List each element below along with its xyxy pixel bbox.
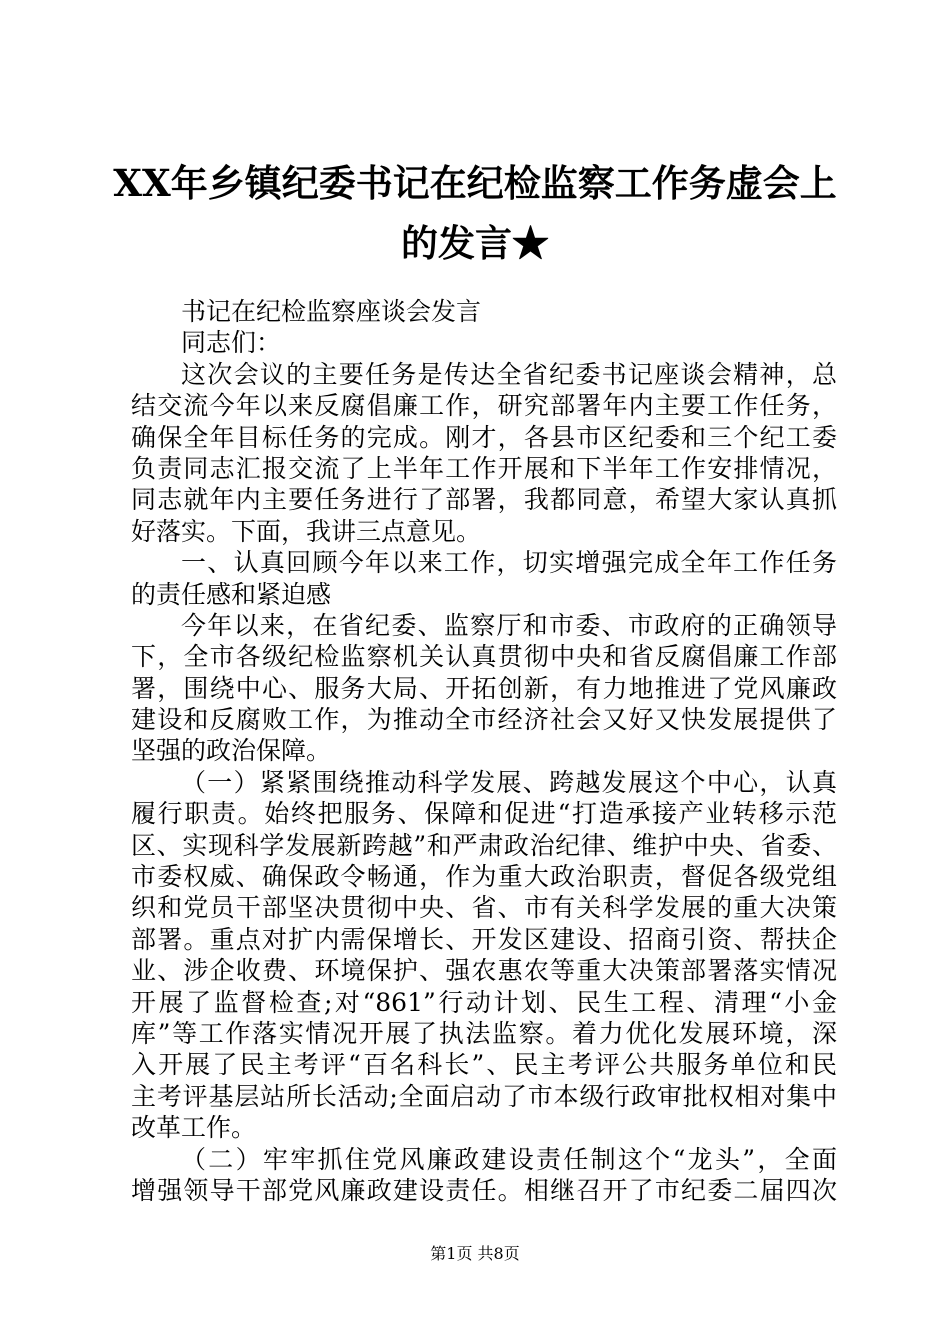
body-line: 同志就年内主要任务进行了部署，我都同意，希望大家认真抓 (131, 485, 837, 515)
section-heading-line: 一、认真回顾今年以来工作，切实增强完成全年工作任务 (181, 548, 837, 578)
body-line: 入开展了民主考评“百名科长”、民主考评公共服务单位和民 (131, 1050, 837, 1080)
body-line: 主考评基层站所长活动;全面启动了市本级行政审批权相对集中 (131, 1081, 837, 1111)
subsection-line: （二）牢牢抓住党风廉政建设责任制这个“龙头”，全面 (181, 1144, 837, 1174)
subtitle-line: 书记在纪检监察座谈会发言 (181, 297, 482, 326)
body-line: 开展了监督检查;对“861”行动计划、民生工程、清理“小金 (131, 987, 837, 1017)
body-line: 坚强的政治保障。 (131, 736, 332, 766)
body-line: 负责同志汇报交流了上半年工作开展和下半年工作安排情况， (131, 453, 837, 483)
document-title-line-2: 的发言★ (401, 221, 549, 265)
body-line: 今年以来，在省纪委、监察厅和市委、市政府的正确领导 (181, 610, 837, 640)
body-line: 部署。重点对扩内需保增长、开发区建设、招商引资、帮扶企 (131, 924, 837, 954)
body-line: 建设和反腐败工作，为推动全市经济社会又好又快发展提供了 (131, 705, 837, 735)
document-body (131, 296, 837, 1206)
body-line: 确保全年目标任务的完成。刚才，各县市区纪委和三个纪工委 (131, 422, 837, 452)
body-line: 好落实。下面，我讲三点意见。 (131, 516, 482, 546)
body-line: 履行职责。始终把服务、保障和促进“打造承接产业转移示范 (131, 799, 837, 829)
body-line: 库”等工作落实情况开展了执法监察。着力优化发展环境，深 (131, 1018, 837, 1048)
body-line: 业、涉企收费、环境保护、强农惠农等重大决策部署落实情况 (131, 956, 837, 986)
body-line: 改革工作。 (131, 1113, 257, 1143)
subsection-line: （一）紧紧围绕推动科学发展、跨越发展这个中心，认真 (181, 767, 837, 797)
body-line: 增强领导干部党风廉政建设责任。相继召开了市纪委二届四次 (131, 1175, 837, 1205)
body-line: 下，全市各级纪检监察机关认真贯彻中央和省反腐倡廉工作部 (131, 642, 837, 672)
body-line: 市委权威、确保政令畅通，作为重大政治职责，督促各级党组 (131, 862, 837, 892)
page-number-footer: 第1页 共8页 (430, 1244, 520, 1263)
body-line: 结交流今年以来反腐倡廉工作，研究部署年内主要工作任务， (131, 391, 837, 421)
body-line: 这次会议的主要任务是传达全省纪委书记座谈会精神，总 (181, 359, 837, 389)
body-line: 区、实现科学发展新跨越”和严肃政治纪律、维护中央、省委、 (131, 830, 837, 860)
salutation-line: 同志们： (181, 328, 282, 358)
section-heading-line: 的责任感和紧迫感 (131, 579, 332, 609)
body-line: 署，围绕中心、服务大局、开拓创新，有力地推进了党风廉政 (131, 673, 837, 703)
body-line: 织和党员干部坚决贯彻中央、省、市有关科学发展的重大决策 (131, 893, 837, 923)
document-title-line-1: XX年乡镇纪委书记在纪检监察工作务虚会上 (113, 161, 837, 205)
